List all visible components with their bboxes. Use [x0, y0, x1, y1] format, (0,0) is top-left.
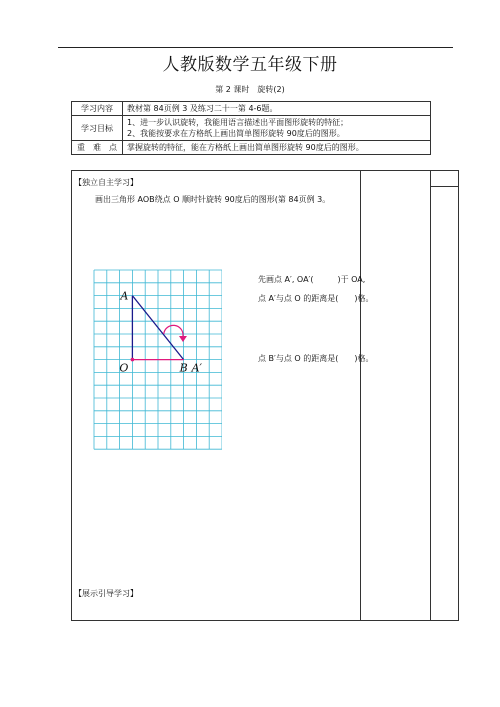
value-goals [123, 116, 431, 141]
label-a: A [120, 289, 129, 303]
table-row [72, 102, 431, 116]
table-row [72, 116, 431, 141]
label-a-prime: A′ [191, 361, 203, 375]
table-row [72, 141, 431, 155]
label-keypoints: 重 难 点 [72, 141, 123, 155]
goal-line-2: 2、我能按要求在方格纸上画出简单图形旋转 90度后的图形。 [127, 129, 345, 138]
info-table [71, 101, 431, 155]
section-heading-self-study: 【独立自主学习】 [74, 178, 138, 187]
label-o: O [119, 361, 129, 375]
question-2: 点 A′与点 O 的距离是( )格。 [258, 294, 374, 303]
lesson-subtitle: 第 2 课时 旋转(2) [215, 85, 285, 94]
grid-figure [82, 260, 222, 460]
rotation-arrow [164, 325, 183, 336]
task-text: 画出三角形 AOB绕点 O 顺时针旋转 90度后的图形(第 84页例 3。 [95, 195, 331, 204]
label-b: B [179, 361, 188, 375]
rotation-arrow-head [179, 336, 187, 342]
value-content: 教材第 84页例 3 及练习二十一第 4-6题。 [123, 102, 431, 116]
label-content: 学习内容 [72, 102, 123, 116]
notes-column [431, 170, 459, 621]
label-goals: 学习目标 [72, 116, 123, 141]
point-o [131, 358, 135, 362]
value-keypoints: 掌握旋转的特征，能在方格纸上画出简单图形旋转 90度后的图形。 [123, 141, 431, 155]
page-title: 人教版数学五年级下册 [162, 55, 338, 75]
question-1: 先画点 A′, OA′( )于 OA, [258, 275, 366, 284]
section-heading-guided: 【展示引导学习】 [74, 589, 138, 598]
question-3: 点 B′与点 O 的距离是( )格。 [258, 354, 374, 363]
goal-line-1: 1、进一步认识旋转，我能用语言描述出平面图形旋转的特征； [127, 118, 349, 127]
header-rule [58, 47, 453, 48]
